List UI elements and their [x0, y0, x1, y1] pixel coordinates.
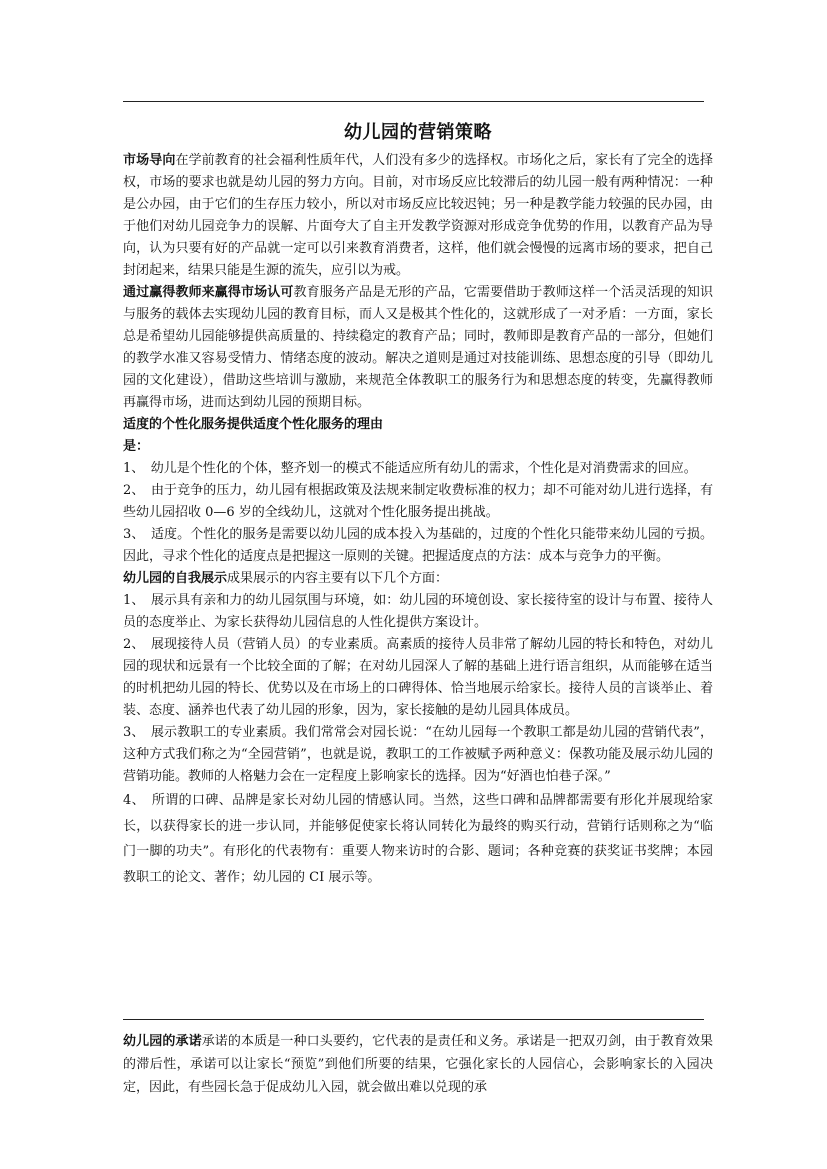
list-item: 3、 适度。个性化的服务是需要以幼儿园的成本投入为基础的，过度的个性化只能带来幼儿园的亏损。因此，寻求个性化的适度点是把握这一原则的关键。把握适度点的方法：成本与竞争力的平衡。	[123, 527, 713, 564]
list-item: 2、 由于竞争的压力，幼儿园有根据政策及法规来制定收费标准的权力；却不可能对幼儿进行选择，有些幼儿园招收 0—6 岁的全线幼儿，这就对个性化服务提出挑战。	[123, 483, 713, 520]
section-market	[123, 150, 713, 282]
section-teachers-lead: 通过赢得教师来赢得市场认可	[123, 285, 294, 300]
list-item: 1、 幼儿是个性化的个体，整齐划一的模式不能适应所有幼儿的需求，个性化是对消费需求的回应。	[123, 461, 697, 476]
section-market-lead: 市场导向	[123, 153, 176, 168]
list-item-wide	[123, 788, 713, 890]
document-body	[123, 118, 713, 890]
top-rule	[123, 101, 704, 102]
list-item: 3、 展示教职工的专业素质。我们常常会对园长说：“在幼儿园每一个教职工都是幼儿园的营销代表”，这种方式我们称之为“全园营销”，也就是说，教职工的工作被赋予两种意义：保教功能及展示幼儿园的营销功能。教师的人格魅力会在一定程度上影响家长的选择。因为“好酒也怕巷子深。”	[123, 725, 713, 784]
middle-rule	[123, 1019, 704, 1020]
document-tail	[123, 1030, 713, 1099]
section-promise	[123, 1030, 713, 1099]
list-item: 4、 所谓的口碑、品牌是家长对幼儿园的情感认同。当然，这些口碑和品牌都需要有形化并展现给家长，以获得家长的进一步认同，并能够促使家长将认同转化为最终的购买行动，营销行话则称之为“临门一脚的功夫”。有形化的代表物有：重要人物来访时的合影、题词；各种竞赛的获奖证书奖牌；本园教职工的论文、著作；幼儿园的 CI 展示等。	[123, 793, 713, 885]
section-showcase	[123, 568, 713, 590]
page-title: 幼儿园的营销策略	[344, 122, 492, 143]
section-showcase-lead: 幼儿园的自我展示	[123, 571, 228, 586]
section-showcase-text: 成果展示的内容主要有以下几个方面：	[227, 571, 449, 586]
section-market-text: 在学前教育的社会福利性质年代，人们没有多少的选择权。市场化之后，家长有了完全的选择权，市场的要求也就是幼儿园的努力方向。目前，对市场反应比较滞后的幼儿园一般有两种情况：一种是公办园，由于它们的生存压力较小，所以对市场反应比较迟钝；另一种是教学能力较强的民办园，由于他们对幼儿园竞争力的误解、片面夸大了自主开发教学资源对形成竞争优势的作用，以教育产品为导向，认为只要有好的产品就一定可以引来教育消费者，这样，他们就会慢慢的远离市场的要求，把自己封闭起来，结果只能是生源的流失，应引以为戒。	[123, 153, 713, 278]
section-personal-heading-cont: 是：	[123, 439, 150, 454]
list-item: 1、 展示具有亲和力的幼儿园氛围与环境，如：幼儿园的环境创设、家长接待室的设计与布置、接待人员的态度举止、为家长获得幼儿园信息的人性化提供方案设计。	[123, 593, 713, 630]
section-teachers	[123, 282, 713, 414]
section-promise-lead: 幼儿园的承诺	[123, 1034, 202, 1049]
list-item: 2、 展现接待人员（营销人员）的专业素质。高素质的接待人员非常了解幼儿园的特长和特色，对幼儿园的现状和远景有一个比较全面的了解；在对幼儿园深人了解的基础上进行语言组织，从而能够在适当的时机把幼儿园的特长、优势以及在市场上的口碑得体、恰当地展示给家长。接待人员的言谈举止、着装、态度、涵养也代表了幼儿园的形象，因为，家长接触的是幼儿园具体成员。	[123, 637, 713, 718]
section-teachers-text: 教育服务产品是无形的产品，它需要借助于教师这样一个活灵活现的知识与服务的载体去实现幼儿园的教育目标，而人又是极其个性化的，这就形成了一对矛盾：一方面，家长总是希望幼儿园能够提供高质量的、持续稳定的教育产品；同时，教师即是教育产品的一部分，但她们的教学水准又容易受情力、情绪态度的波动。解决之道则是通过对技能训练、思想态度的引导（即幼儿园的文化建设），借助这些培训与激励，来规范全体教职工的服务行为和思想态度的转变，先赢得教师再赢得市场，进而达到幼儿园的预期目标。	[123, 285, 713, 410]
section-personal-heading: 适度的个性化服务提供适度个性化服务的理由	[123, 417, 384, 432]
section-promise-text: 承诺的本质是一种口头要约，它代表的是责任和义务。承诺是一把双刃剑，由于教育效果的滞后性，承诺可以让家长“预览”到他们所要的结果，它强化家长的人园信心，会影响家长的入园决定，因此，有些园长急于促成幼儿入园，就会做出难以兑现的承	[123, 1034, 713, 1095]
